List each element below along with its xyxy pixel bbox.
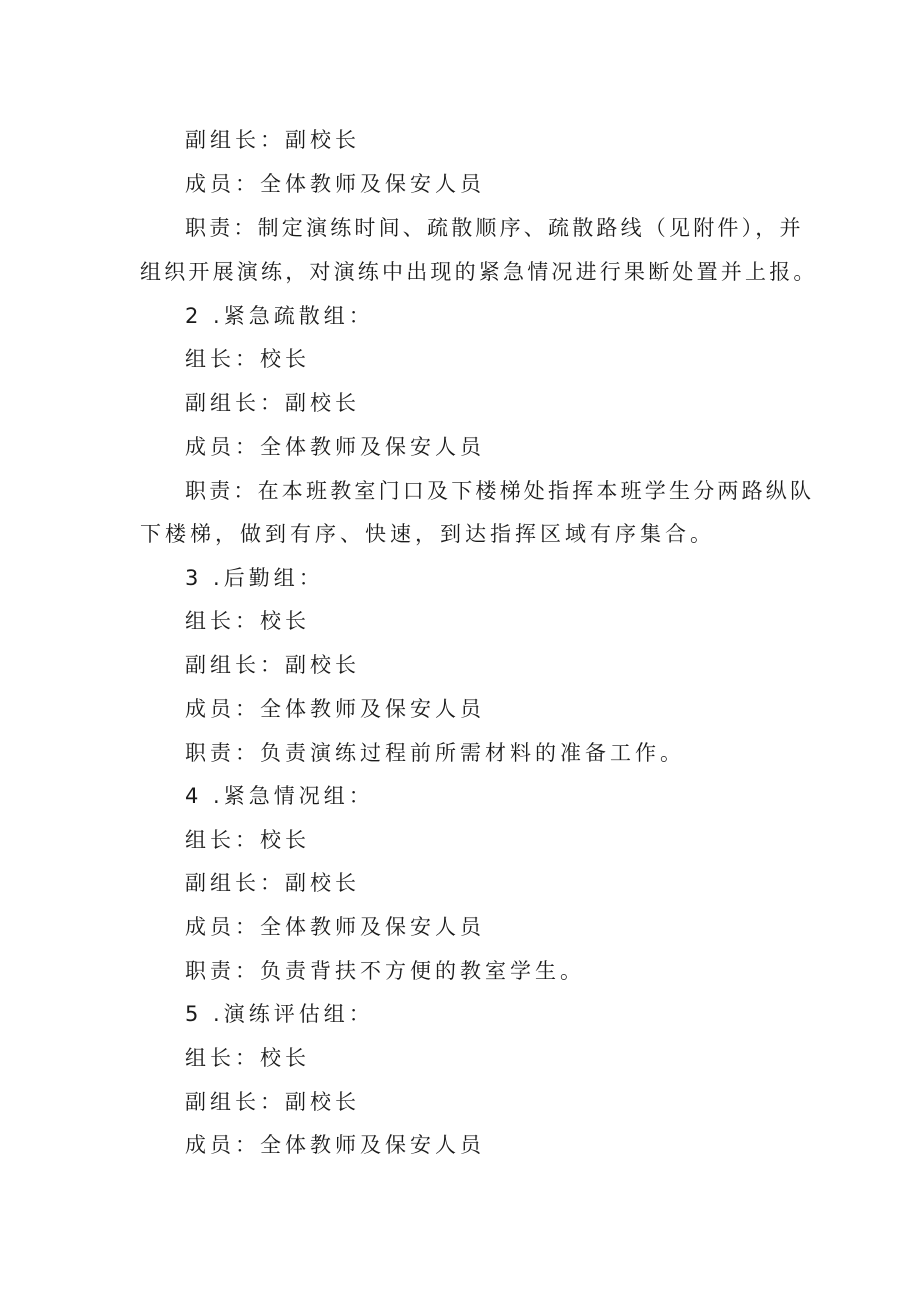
text-line: 职责：负责演练过程前所需材料的准备工作。 (185, 741, 685, 765)
section-heading: 3 .后勤组： (185, 566, 324, 590)
text-line: 职责：制定演练时间、疏散顺序、疏散路线（见附件），并 (185, 216, 804, 240)
text-line: 成员：全体教师及保安人员 (185, 697, 485, 721)
text-line: 组长：校长 (185, 828, 310, 852)
text-line: 组织开展演练，对演练中出现的紧急情况进行果断处置并上报。 (140, 260, 818, 284)
text-line: 下楼梯，做到有序、快速，到达指挥区域有序集合。 (140, 522, 715, 546)
text-line: 副组长：副校长 (185, 871, 360, 895)
text-line: 成员：全体教师及保安人员 (185, 435, 485, 459)
text-line: 副组长：副校长 (185, 1090, 360, 1114)
section-heading: 5 .演练评估组： (185, 1002, 374, 1026)
text-line: 组长：校长 (185, 609, 310, 633)
text-line: 组长：校长 (185, 1046, 310, 1070)
text-line: 组长：校长 (185, 347, 310, 371)
text-line: 职责：在本班教室门口及下楼梯处指挥本班学生分两路纵队 (185, 479, 815, 503)
text-line: 副组长：副校长 (185, 653, 360, 677)
text-line: 成员：全体教师及保安人员 (185, 915, 485, 939)
text-line: 副组长：副校长 (185, 128, 360, 152)
text-line: 副组长：副校长 (185, 391, 360, 415)
text-line: 职责：负责背扶不方便的教室学生。 (185, 959, 585, 983)
text-line: 成员：全体教师及保安人员 (185, 172, 485, 196)
section-heading: 2 .紧急疏散组： (185, 304, 374, 328)
section-heading: 4 .紧急情况组： (185, 784, 374, 808)
text-line: 成员：全体教师及保安人员 (185, 1133, 485, 1157)
